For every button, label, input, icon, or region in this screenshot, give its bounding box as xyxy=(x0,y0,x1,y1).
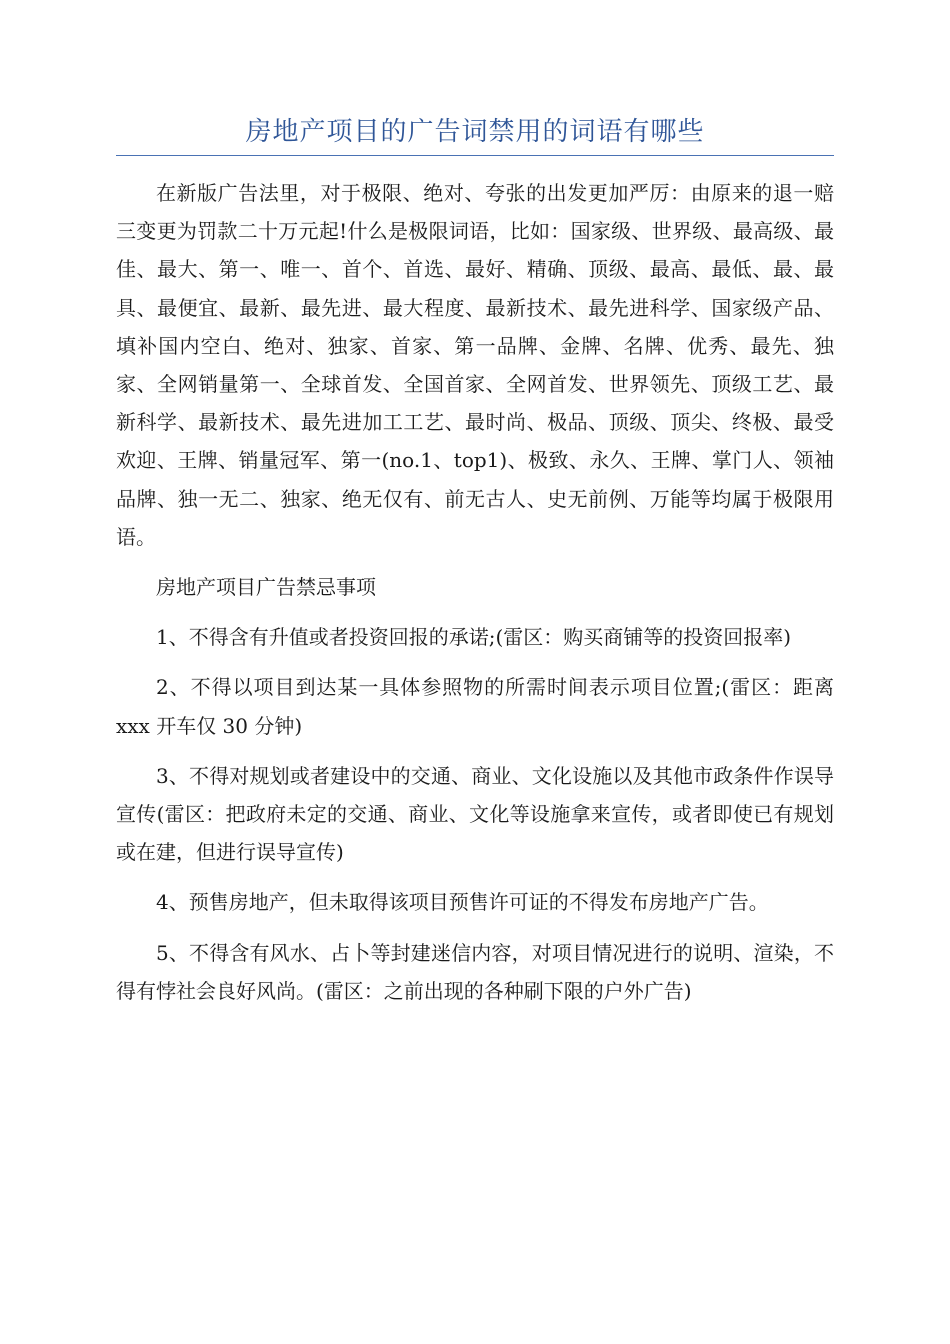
rule-item-5: 5、不得含有风水、占卜等封建迷信内容，对项目情况进行的说明、渲染，不得有悖社会良好风尚。(雷区：之前出现的各种刷下限的户外广告) xyxy=(116,940,834,1003)
section-heading: 房地产项目广告禁忌事项 xyxy=(156,575,376,600)
intro-paragraph: 在新版广告法里，对于极限、绝对、夸张的出发更加严厉：由原来的退一赔三变更为罚款二十万元起!什么是极限词语，比如：国家级、世界级、最高级、最佳、最大、第一、唯一、首个、首选、最好、精确、顶级、最高、最低、最、最具、最便宜、最新、最先进、最大程度、最新技术、最先进科学、国家级产品、填补国内空白、绝对、独家、首家、第一品牌、金牌、名牌、优秀、最先、独家、全网销量第一、全球首发、全国首家、全网首发、世界领先、顶级工艺、最新科学、最新技术、最先进加工工艺、最时尚、极品、顶级、顶尖、终极、最受欢迎、王牌、销量冠军、第一(no.1、top1)、极致、永久、王牌、掌门人、领袖品牌、独一无二、独家、绝无仅有、前无古人、史无前例、万能等均属于极限用语。 xyxy=(116,181,834,549)
rule-item-1: 1、不得含有升值或者投资回报的承诺;(雷区：购买商铺等的投资回报率) xyxy=(156,625,792,650)
document-body xyxy=(116,174,834,1022)
title-underline xyxy=(116,155,834,156)
rule-item-4: 4、预售房地产，但未取得该项目预售许可证的不得发布房地产广告。 xyxy=(156,890,769,915)
rule-item-2: 2、不得以项目到达某一具体参照物的所需时间表示项目位置;(雷区：距离 xxx 开车仅 30 分钟) xyxy=(116,675,834,738)
rule-item-3: 3、不得对规划或者建设中的交通、商业、文化设施以及其他市政条件作误导宣传(雷区：把政府未定的交通、商业、文化等设施拿来宣传，或者即使已有规划或在建，但进行误导宣传) xyxy=(116,763,834,865)
document-title: 房地产项目的广告词禁用的词语有哪些 xyxy=(245,117,705,147)
